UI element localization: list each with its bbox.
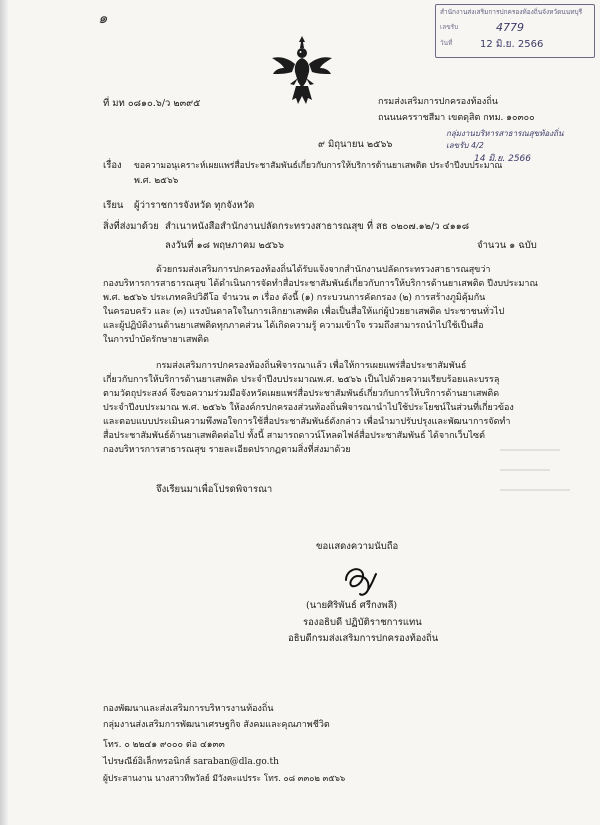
body-line: ประจำปีงบประมาณ พ.ศ. ๒๕๖๖ ให้องค์กรปกครองส่วนท้องถิ่นพิจารณานำไปใช้ประโยชน์ในส่วนที่เกี่ยวข้อง [103,403,514,413]
body-line: ตามวัตถุประสงค์ จึงขอความร่วมมือจังหวัดเผยแพร่สื่อประชาสัมพันธ์เกี่ยวกับการให้บริการด้านยาเสพติด [103,389,500,399]
garuda-emblem-icon [270,34,334,106]
footer-group: กลุ่มงานส่งเสริมการพัฒนาเศรษฐกิจ สังคมและคุณภาพชีวิต [103,720,330,730]
stamp-number-label: เลขรับ [440,23,459,31]
enclosure-count: จำนวน ๑ ฉบับ [477,240,537,251]
body-line: และผู้ปฏิบัติงานด้านยาเสพติดทุกภาคส่วน ได้เกิดความรู้ ความเข้าใจ รวมถึงสามารถนำไปใช้เป็นสื่อ [103,321,484,331]
body-line: พ.ศ. ๒๕๖๖ ประเภทคลิปวิดีโอ จำนวน ๓ เรื่อง ดังนี้ (๑) กระบวนการคัดกรอง (๒) การสร้างภูมิคุ้มกัน [103,293,486,303]
enclosure-text: สำเนาหนังสือสำนักงานปลัดกระทรวงสาธารณสุข ที่ สธ ๐๒๐๗.๑๒/ว ๔๑๑๘ [165,221,470,232]
stamp-date: 12 มิ.ย. 2566 [480,39,544,50]
body-line: ด้วยกรมส่งเสริมการปกครองท้องถิ่นได้รับแจ้งจากสำนักงานปลัดกระทรวงสาธารณสุขว่า [156,265,491,275]
body-line: และตอบแบบประเมินความพึงพอใจการใช้สื่อประชาสัมพันธ์ดังกล่าว เพื่อนำมาปรับปรุงและพัฒนาการจัดทำ [103,417,511,427]
subject-label: เรื่อง [103,160,122,171]
bleed-through-marks [490,430,590,530]
body-line: กองบริหารการสาธารณสุข ได้ดำเนินการจัดทำสื่อประชาสัมพันธ์เกี่ยวกับการให้บริการด้านยาเสพติด ปีงบประมาณ [103,279,538,289]
body-paragraph-1 [103,263,538,347]
footer-coordinator: ผู้ประสานงาน นางสาวทิพวัลย์ มีวังคะแปรระ โทร. ๐๘ ๓๓๐๒ ๓๕๖๖ [103,773,346,783]
page-edge [0,0,8,825]
received-note-group: กลุ่มงานบริหารสาธารณสุขท้องถิ่น [446,129,564,138]
enclosure-date: ลงวันที่ ๑๘ พฤษภาคม ๒๕๖๖ [165,240,284,251]
signer-title-1: รองอธิบดี ปฏิบัติราชการแทน [303,617,422,628]
body-line: กรมส่งเสริมการปกครองท้องถิ่นพิจารณาแล้ว เพื่อให้การเผยแพร่สื่อประชาสัมพันธ์ [156,361,467,371]
body-line: เกี่ยวกับการให้บริการด้านยาเสพติด ประจำปีงบประมาณพ.ศ. ๒๕๖๖ เป็นไปด้วยความเรียบร้อยและบรรลุ [103,375,500,385]
signer-name: (นายศิริพันธ์ ศรีกงพลี) [306,600,398,611]
stamp-number: 4779 [496,21,524,34]
body-line: ในการบำบัดรักษายาเสพติด [103,335,209,345]
footer-phone: โทร. ๐ ๒๒๔๑ ๙๐๐๐ ต่อ ๔๑๓๓ [103,740,225,750]
receiving-stamp [435,4,595,58]
salutation-recipient: ผู้ว่าราชการจังหวัด ทุกจังหวัด [134,200,255,211]
footer-email: ไปรษณีย์อิเล็กทรอนิกส์ saraban@dla.go.th [103,757,279,767]
body-line: ในครอบครัว และ (๓) แรงบันดาลใจในการเลิกยาเสพติด เพื่อเป็นสื่อให้แก่ผู้ป่วยยาเสพติด ประชาชนทั่วไป [103,307,505,317]
salutation-label: เรียน [103,200,124,211]
stamp-office: สำนักงานส่งเสริมการปกครองท้องถิ่นจังหวัดนนทบุรี [440,8,583,16]
subject-text: ขอความอนุเคราะห์เผยแพร่สื่อประชาสัมพันธ์เกี่ยวกับการให้บริการด้านยาเสพติด ประจำปีงบประมาณ [134,161,503,171]
enclosure-label: สิ่งที่ส่งมาด้วย [103,221,159,232]
stamp-date-label: วันที่ [440,39,453,47]
received-note-number: เลขรับ 4/2 [446,141,484,150]
body-line: สื่อประชาสัมพันธ์ด้านยาเสพติดต่อไป ทั้งนี้ สามารถดาวน์โหลดไฟล์สื่อประชาสัมพันธ์ ได้จากเว็บไซต์ [103,431,485,441]
footer-division: กองพัฒนาและส่งเสริมการบริหารงานท้องถิ่น [103,704,274,714]
signer-title-2: อธิบดีกรมส่งเสริมการปกครองท้องถิ่น [288,633,439,644]
closing-line: จึงเรียนมาเพื่อโปรดพิจารณา [156,484,273,495]
corner-handwritten-mark: ๑ [98,9,108,27]
sender-department: กรมส่งเสริมการปกครองท้องถิ่น [378,97,498,107]
sender-address: ถนนนครราชสีมา เขตดุสิต กทม. ๑๐๓๐๐ [378,113,535,123]
body-line: กองบริหารการสาธารณสุข รายละเอียดปรากฏตามสิ่งที่ส่งมาด้วย [103,445,351,455]
received-note-date: 14 มิ.ย. 2566 [474,154,532,164]
document-date: ๙ มิถุนายน ๒๕๖๖ [318,139,393,150]
subject-year: พ.ศ. ๒๕๖๖ [134,176,179,186]
regards-line: ขอแสดงความนับถือ [316,541,399,552]
body-paragraph-2 [103,359,514,457]
signature-icon [340,562,380,598]
document-number: ที่ มท ๐๘๑๐.๖/ว ๒๓๙๕ [103,98,201,109]
